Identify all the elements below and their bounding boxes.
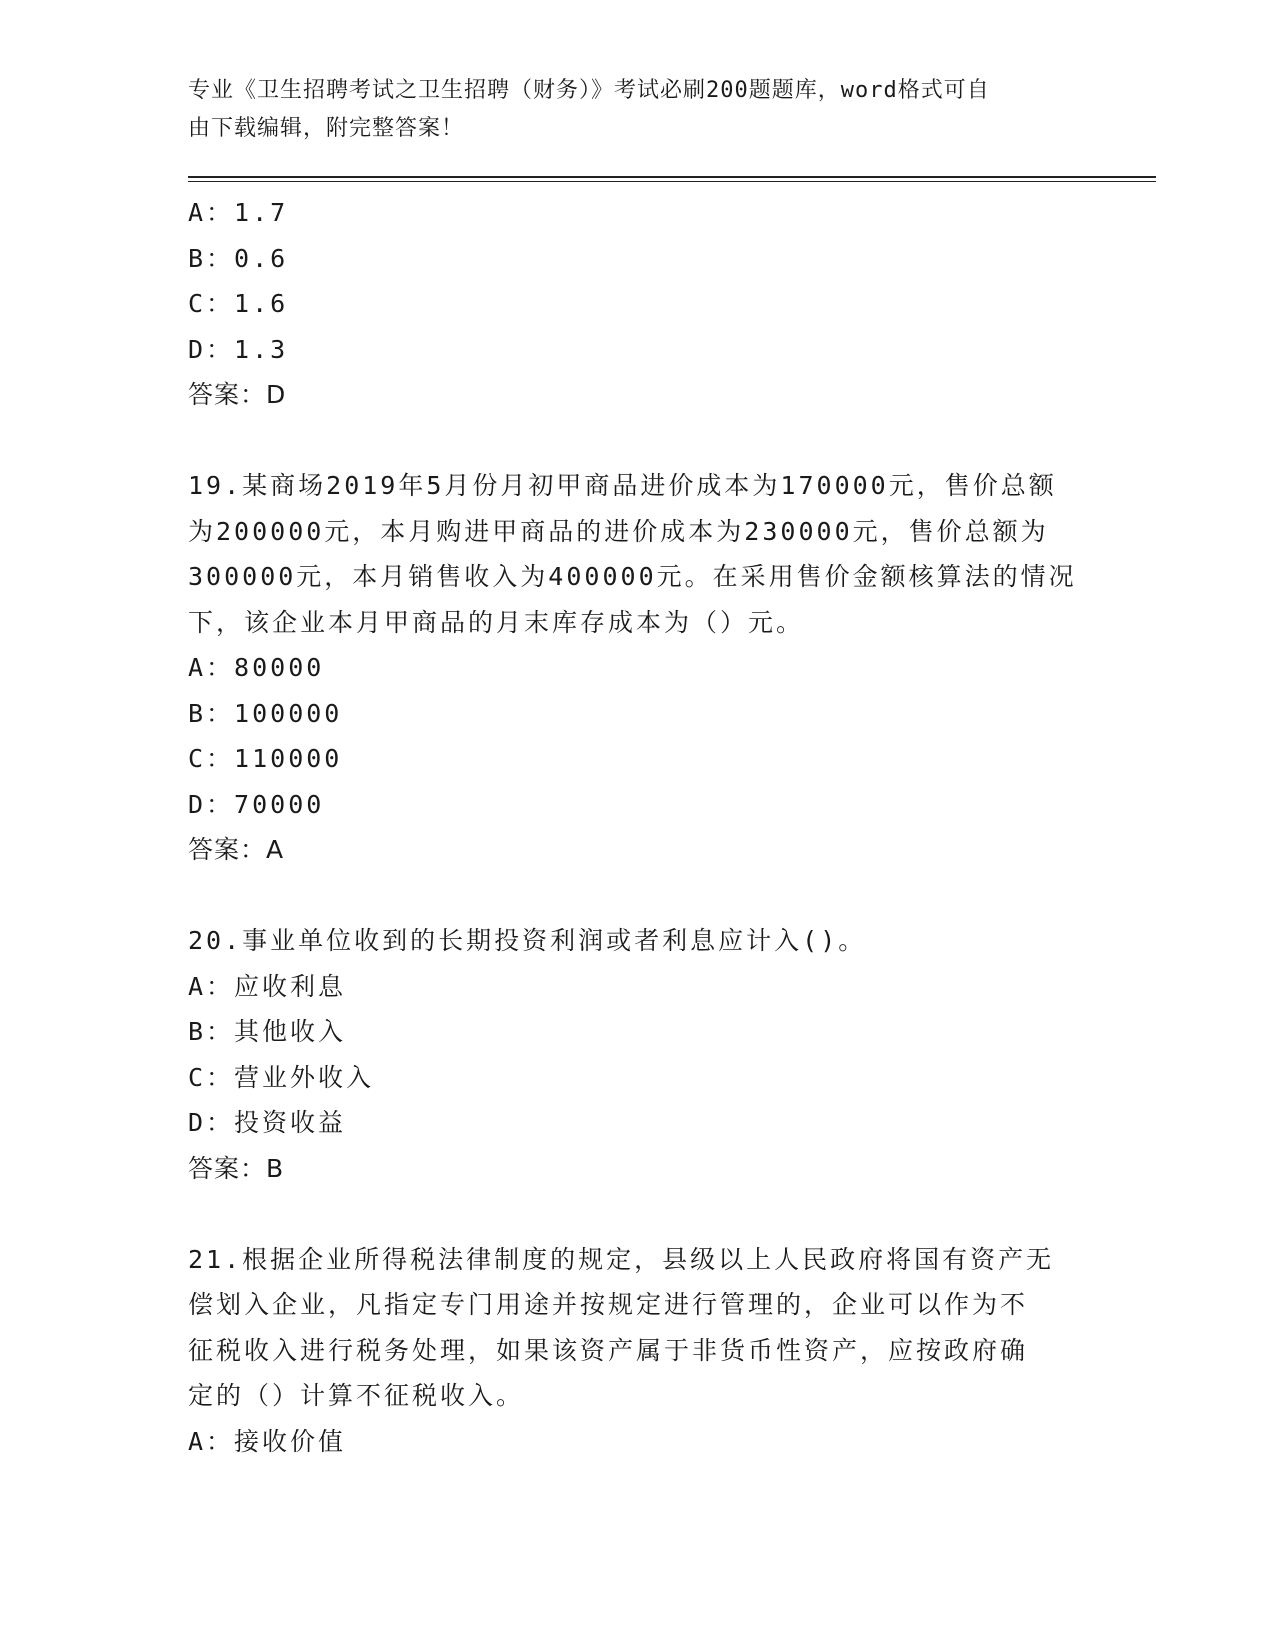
option-d: D：1.3 bbox=[188, 334, 289, 364]
option-b: B：其他收入 bbox=[188, 1017, 347, 1046]
question-text-line: 20.事业单位收到的长期投资利润或者利息应计入()。 bbox=[188, 926, 867, 955]
option-d: D：70000 bbox=[188, 789, 325, 819]
option-a: A：1.7 bbox=[188, 198, 289, 227]
question-text-line: 偿划入企业，凡指定专门用途并按规定进行管理的，企业可以作为不 bbox=[188, 1290, 1029, 1319]
option-a: A：接收价值 bbox=[188, 1426, 347, 1456]
spacer bbox=[188, 873, 1088, 919]
question-text-line: 下，该企业本月甲商品的月末库存成本为（）元。 bbox=[188, 607, 805, 637]
question-19 bbox=[188, 463, 1088, 873]
question-20 bbox=[188, 918, 1088, 1191]
option-b: B：0.6 bbox=[188, 243, 289, 273]
header-divider-thin bbox=[188, 181, 1156, 182]
question-list bbox=[188, 190, 1088, 1464]
option-c: C：1.6 bbox=[188, 289, 289, 318]
spacer bbox=[188, 1191, 1088, 1237]
answer: 答案：B bbox=[188, 1153, 285, 1183]
option-a: A：应收利息 bbox=[188, 971, 347, 1001]
question-21 bbox=[188, 1237, 1088, 1465]
question-text-line: 定的（）计算不征税收入。 bbox=[188, 1381, 525, 1410]
option-d: D：投资收益 bbox=[188, 1108, 347, 1137]
question-text-line: 19.某商场2019年5月份月初甲商品进价成本为170000元，售价总额 bbox=[188, 471, 1057, 500]
option-b: B：100000 bbox=[188, 698, 343, 728]
header-line-2: 由下载编辑，附完整答案！ bbox=[188, 116, 465, 141]
option-c: C：110000 bbox=[188, 744, 343, 773]
question-18 bbox=[188, 190, 1088, 418]
question-text-line: 21.根据企业所得税法律制度的规定，县级以上人民政府将国有资产无 bbox=[188, 1244, 1055, 1274]
question-text-line: 征税收入进行税务处理，如果该资产属于非货币性资产，应按政府确 bbox=[188, 1335, 1029, 1365]
header-divider-thick bbox=[188, 176, 1156, 178]
spacer bbox=[188, 418, 1088, 464]
header-line-1: 专业《卫生招聘考试之卫生招聘（财务）》考试必刷200题题库，word格式可自 bbox=[188, 78, 990, 103]
answer: 答案：A bbox=[188, 835, 285, 864]
answer: 答案：D bbox=[188, 380, 287, 409]
question-text-line: 为200000元，本月购进甲商品的进价成本为230000元，售价总额为 bbox=[188, 516, 1049, 546]
question-text-line: 300000元，本月销售收入为400000元。在采用售价金额核算法的情况 bbox=[188, 562, 1077, 591]
option-a: A：80000 bbox=[188, 653, 325, 682]
option-c: C：营业外收入 bbox=[188, 1062, 375, 1092]
document-header bbox=[188, 72, 1068, 148]
